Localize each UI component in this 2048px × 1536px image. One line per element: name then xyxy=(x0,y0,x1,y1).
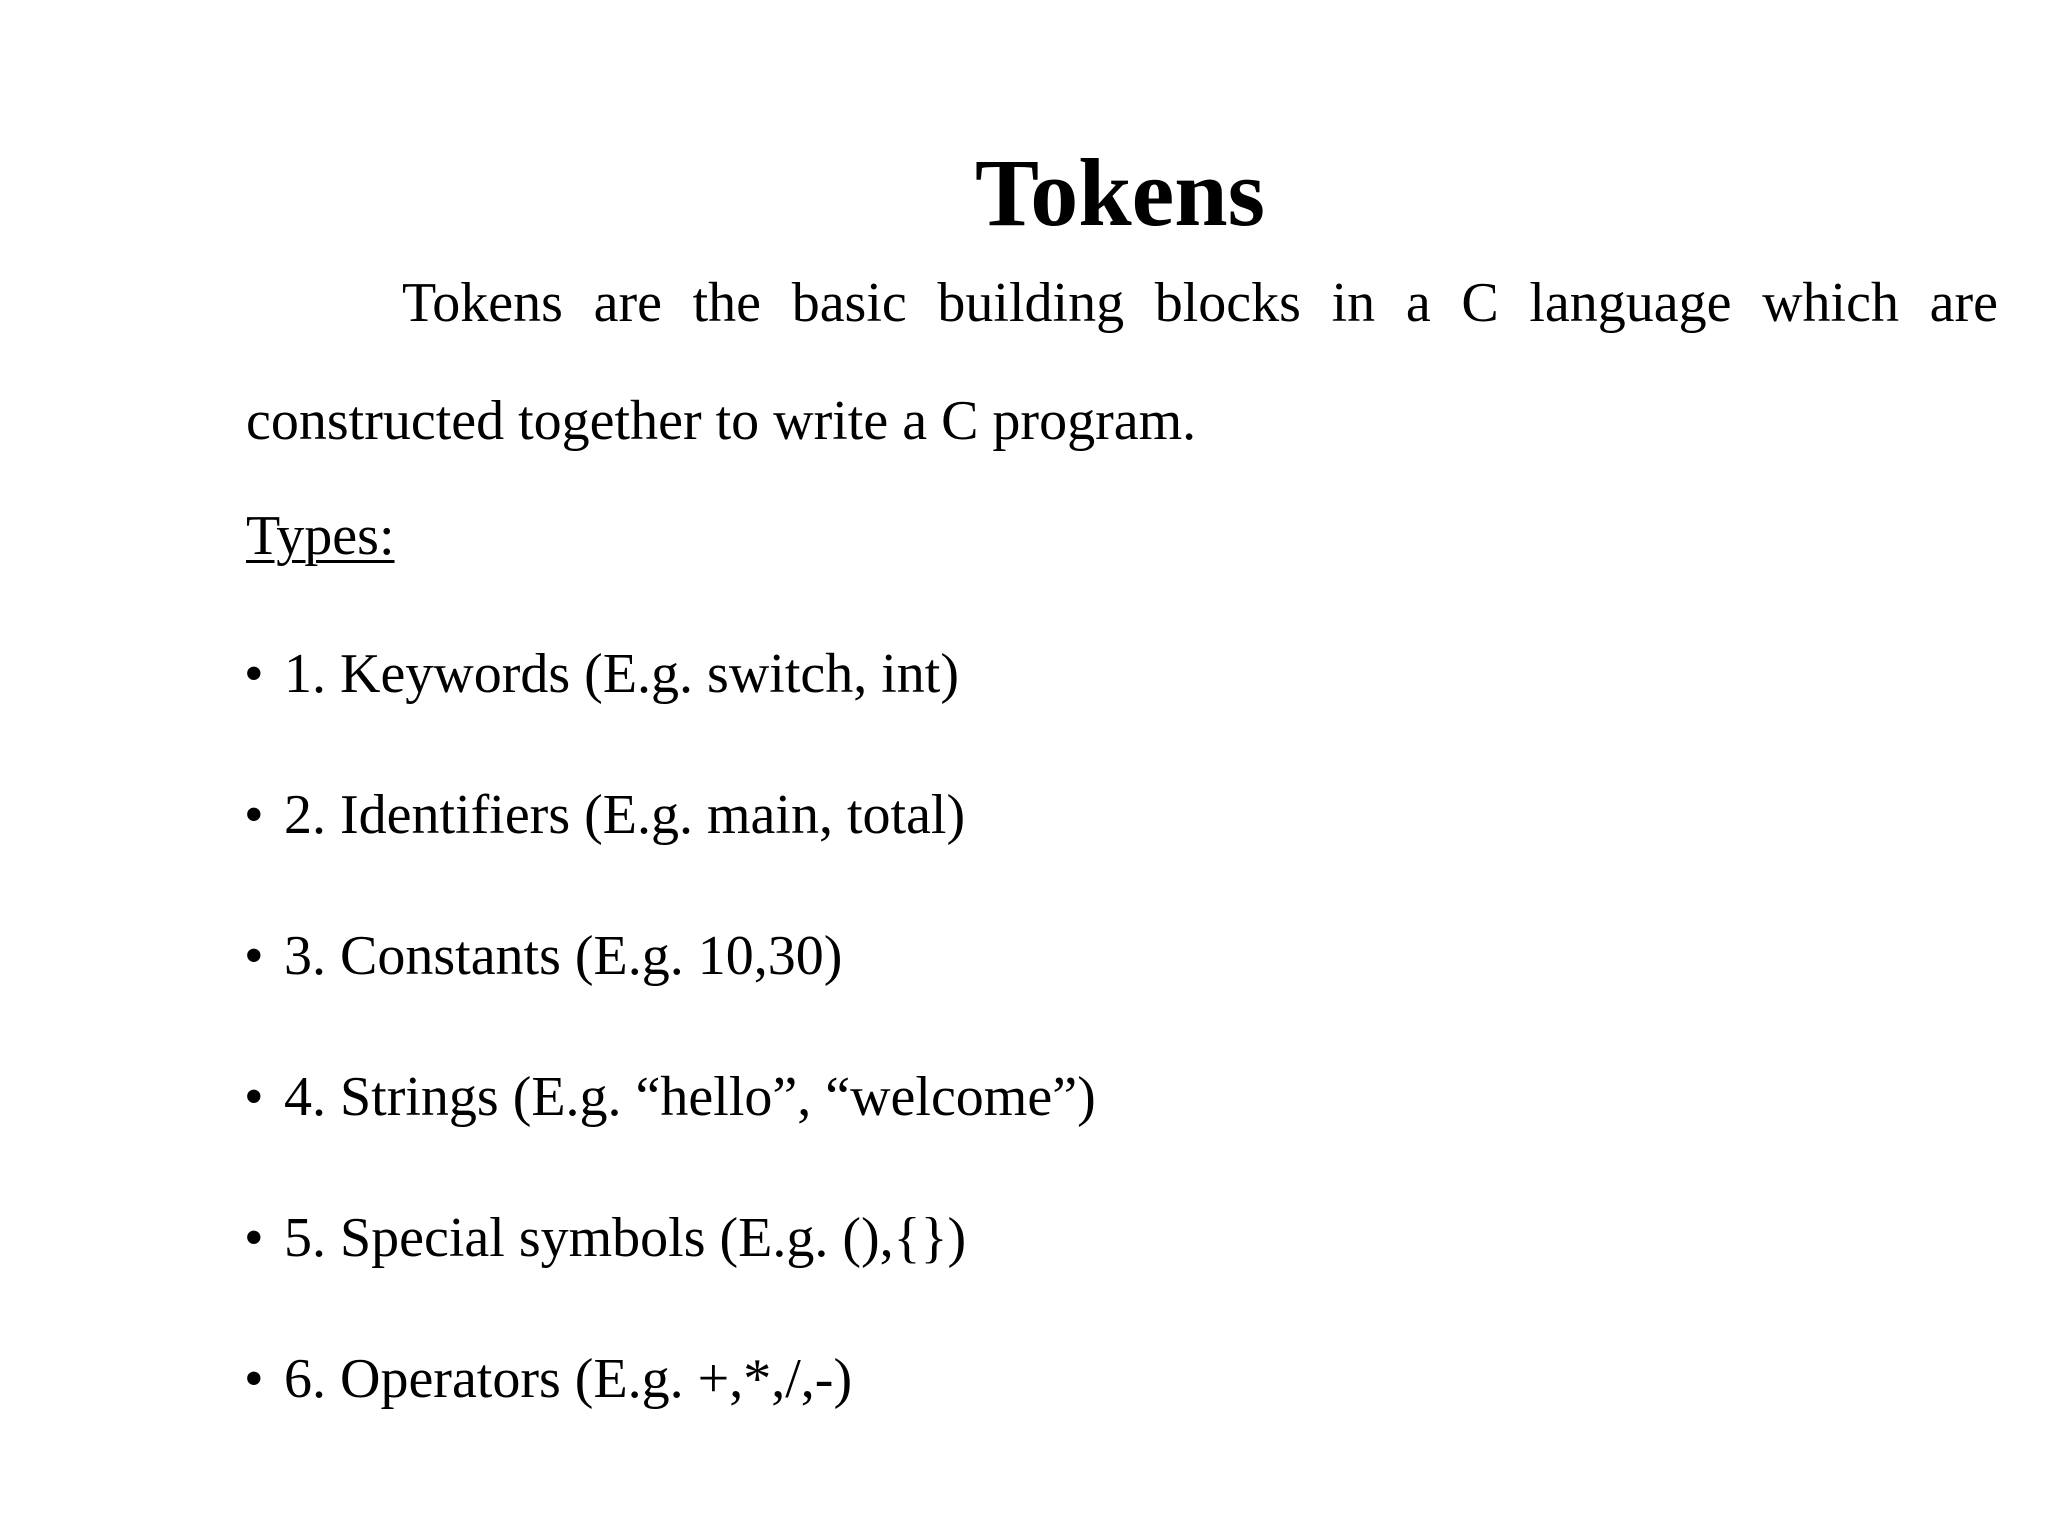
bullet-icon: • xyxy=(244,1066,264,1128)
list-item-text: 4. Strings (E.g. “hello”, “welcome”) xyxy=(284,1066,1096,1128)
bullet-icon: • xyxy=(244,1348,264,1410)
list-item xyxy=(244,1202,1096,1274)
list-item xyxy=(244,779,1096,851)
list-item-text: 2. Identifiers (E.g. main, total) xyxy=(284,784,966,846)
list-item xyxy=(244,638,1096,710)
token-types-list xyxy=(244,638,1096,1484)
list-item xyxy=(244,1343,1096,1415)
list-item-text: 5. Special symbols (E.g. (),{}) xyxy=(284,1207,967,1269)
slide-title: Tokens xyxy=(975,139,1265,246)
bullet-icon: • xyxy=(244,784,264,846)
bullet-icon: • xyxy=(244,643,264,705)
bullet-icon: • xyxy=(244,1207,264,1269)
list-item xyxy=(244,1061,1096,1133)
bullet-icon: • xyxy=(244,925,264,987)
list-item-text: 3. Constants (E.g. 10,30) xyxy=(284,925,843,987)
types-heading: Types: xyxy=(246,505,395,567)
intro-paragraph: Tokens are the basic building blocks in a C language which are constructed together to write a C program. xyxy=(246,272,1998,452)
list-item xyxy=(244,920,1096,992)
list-item-text: 6. Operators (E.g. +,*,/,-) xyxy=(284,1348,853,1410)
list-item-text: 1. Keywords (E.g. switch, int) xyxy=(284,643,960,705)
